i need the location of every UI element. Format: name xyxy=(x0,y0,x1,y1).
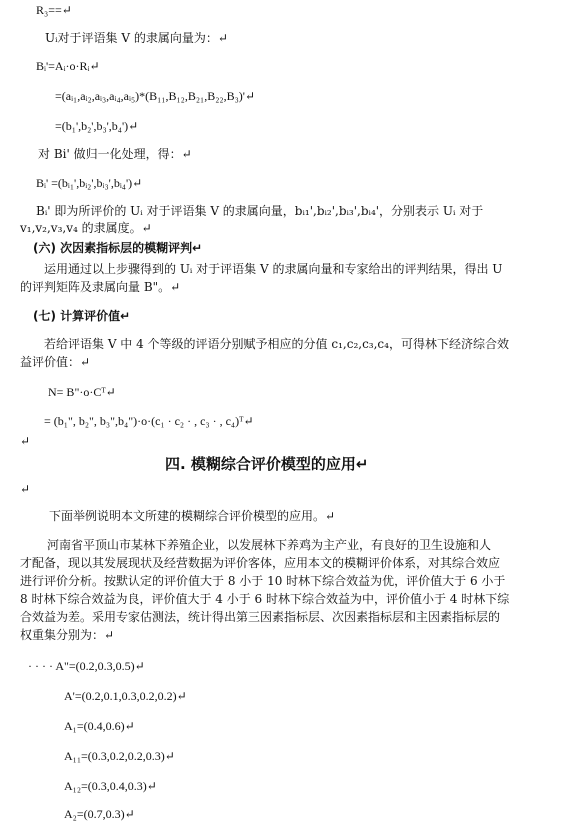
weight-vector-line: A₁₁=(0.3,0.2,0.2,0.3)↵ xyxy=(64,749,175,763)
paragraph-line: 权重集分别为：↵ xyxy=(20,628,115,642)
paragraph-line: 才配备，现以其发展现状及经营数据为评价客体，应用本文的模糊评价体系，对其综合效应 xyxy=(20,556,501,570)
chapter-heading: 四. 模糊综合评价模型的应用↵ xyxy=(165,455,369,473)
section-heading-6: (六) 次因素指标层的模糊评判↵ xyxy=(33,241,203,255)
paragraph-line: Bᵢ' 即为所评价的 Uᵢ 对于评语集 V 的隶属向量，bᵢ₁',bᵢ₂',bᵢ₃',bᵢ₄'，分别表示 Uᵢ 对于 xyxy=(36,204,484,218)
paragraph-line: 益评价值：↵ xyxy=(20,355,91,369)
weight-vector-line: A'=(0.2,0.1,0.3,0.2,0.2)↵ xyxy=(64,689,187,703)
paragraph-line: 合效益为差。采用专家估测法，统计得出第三因素指标层、次因素指标层和主因素指标层的 xyxy=(20,610,501,624)
formula-line: =(aᵢ₁,aᵢ₂,aᵢ₃,aᵢ₄,aᵢ₅)*(B₁₁,B₁₂,B₂₁,B₂₂,B₃)'↵ xyxy=(55,89,256,103)
paragraph-line: 若给评语集 V 中 4 个等级的评语分别赋予相应的分值 c₁,c₂,c₃,c₄，可得林下经济综合效 xyxy=(44,337,509,351)
paragraph-line: 的评判矩阵及隶属向量 B"。↵ xyxy=(20,280,181,294)
weight-vector-line: · · · · A"=(0.2,0.3,0.5)↵ xyxy=(28,659,145,673)
weight-vector-line: A₂=(0.7,0.3)↵ xyxy=(64,807,135,821)
weight-vector-line: A₁₂=(0.3,0.4,0.3)↵ xyxy=(64,779,157,793)
formula-line: =(b₁',b₂',b₃',b₄')↵ xyxy=(55,119,139,133)
empty-paragraph: ↵ xyxy=(20,482,31,496)
matrix-r3-line: R₃==↵ xyxy=(36,3,72,17)
formula-line: Bᵢ' =(bᵢ₁',bᵢ₂',bᵢ₃',bᵢ₄')↵ xyxy=(36,176,143,190)
paragraph-line: 进行评价分析。按默认定的评价值大于 8 小于 10 时林下综合效益为优，评价值大于 6 小于 xyxy=(20,574,506,588)
paragraph-line: v₁,v₂,v₃,v₄ 的隶属度。↵ xyxy=(20,221,152,235)
paragraph-line: 河南省平顶山市某林下养殖企业，以发展林下养鸡为主产业，有良好的卫生设施和人 xyxy=(47,538,492,552)
paragraph-line: 对 Bi' 做归一化处理，得：↵ xyxy=(38,147,192,161)
formula-line: N= B"·o·Cᵀ↵ xyxy=(48,385,116,399)
weight-vector-line: A₁=(0.4,0.6)↵ xyxy=(64,719,135,733)
section-heading-7: (七) 计算评价值↵ xyxy=(33,309,131,323)
formula-line: = (b₁", b₂", b₃",b₄")·o·(c₁ · c₂ · , c₃ · , c₄)ᵀ↵ xyxy=(44,414,254,428)
paragraph-line: 8 时林下综合效益为良，评价值大于 4 小于 6 时林下综合效益为中，评价值小于 4 时林下综 xyxy=(20,592,510,606)
formula-line: Bᵢ'=Aᵢ·o·Rᵢ↵ xyxy=(36,59,100,73)
empty-paragraph: ↵ xyxy=(20,434,31,448)
paragraph-line: Uᵢ对于评语集 V 的隶属向量为：↵ xyxy=(45,31,228,45)
paragraph-line: 运用通过以上步骤得到的 Uᵢ 对于评语集 V 的隶属向量和专家给出的评判结果，得出 U xyxy=(44,262,503,276)
paragraph-line: 下面举例说明本文所建的模糊综合评价模型的应用。↵ xyxy=(49,509,336,523)
